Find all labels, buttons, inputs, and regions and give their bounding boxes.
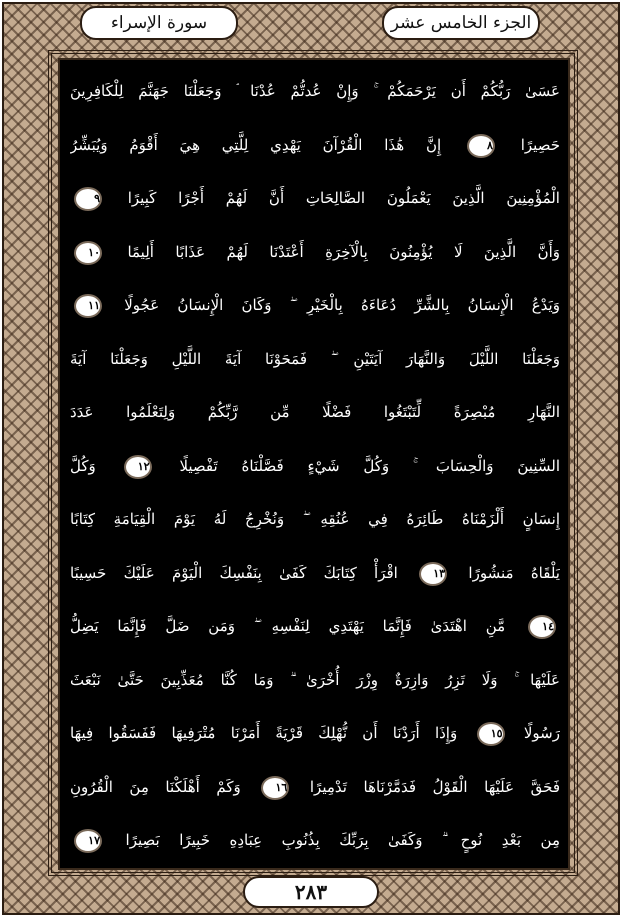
- verse-line: [70, 336, 560, 382]
- verse-line: [70, 764, 560, 810]
- ayah-number-marker: ١٠: [74, 241, 102, 265]
- verse-line: [70, 443, 560, 489]
- ayah-number-marker: ١٣: [419, 562, 447, 586]
- ayah-number-marker: ١٢: [124, 455, 152, 479]
- juz-header: [382, 6, 540, 40]
- verse-line: [70, 389, 560, 435]
- surah-header: [80, 6, 238, 40]
- verse-text: عَسَىٰ رَبُّكُمْ أَن يَرْحَمَكُمْ ۚ وَإِنْ عُدتُّمْ عُدْنَا ۘ وَجَعَلْنَا جَهَنَّمَ لِلْكَافِرِينَ: [70, 82, 560, 100]
- verse-text: النَّهَارِ مُبْصِرَةً لِّتَبْتَغُوا فَضْلًا مِّن رَّبِّكُمْ وَلِتَعْلَمُوا عَدَدَ: [70, 403, 560, 421]
- verse-line: [70, 496, 560, 542]
- verse-text: إِنسَانٍ أَلْزَمْنَاهُ طَائِرَهُ فِي عُنُقِهِ ۖ وَنُخْرِجُ لَهُ يَوْمَ الْقِيَامَةِ كِتَابًا: [70, 510, 560, 528]
- verse-line: [70, 657, 560, 703]
- surah-label: سورة الإسراء: [110, 13, 208, 33]
- verse-text: عَلَيْهَا ۚ وَلَا تَزِرُ وَازِرَةٌ وِزْرَ أُخْرَىٰ ۗ وَمَا كُنَّا مُعَذِّبِينَ حَتَّىٰ نَبْعَثَ: [70, 670, 560, 689]
- verse-line: [70, 710, 560, 756]
- verse-line: [70, 229, 560, 275]
- verse-text: يَلْقَاهُ مَنشُورًا: [468, 563, 560, 582]
- verse-line: [70, 550, 560, 596]
- verse-text: وَيَدْعُ الْإِنسَانُ بِالشَّرِّ دُعَاءَهُ بِالْخَيْرِ ۖ وَكَانَ الْإِنسَانُ عَجُولًا: [124, 296, 560, 314]
- page-number-tab: [243, 876, 379, 908]
- ayah-number-marker: ١٤: [528, 615, 556, 639]
- verse-line: [70, 68, 560, 114]
- page-number: ٢٨٣: [294, 880, 328, 904]
- verse-text: اقْرَأْ كِتَابَكَ كَفَىٰ بِنَفْسِكَ الْيَوْمَ عَلَيْكَ حَسِيبًا: [70, 563, 398, 582]
- verse-text: وَإِذَا أَرَدْنَا أَن نُّهْلِكَ قَرْيَةً أَمَرْنَا مُتْرَفِيهَا فَفَسَقُوا فِيهَا: [70, 724, 458, 742]
- verse-text: فَحَقَّ عَلَيْهَا الْقَوْلُ فَدَمَّرْنَاهَا تَدْمِيرًا: [309, 777, 560, 796]
- verse-text: السِّنِينَ وَالْحِسَابَ ۚ وَكُلَّ شَيْءٍ فَصَّلْنَاهُ تَفْصِيلًا: [179, 456, 560, 475]
- verse-line: [70, 603, 560, 649]
- verse-text: وَجَعَلْنَا اللَّيْلَ وَالنَّهَارَ آيَتَيْنِ ۖ فَمَحَوْنَا آيَةَ اللَّيْلِ وَجَعَلْنَا آيَةَ: [70, 349, 560, 368]
- verse-text: مِن بَعْدِ نُوحٍ ۗ وَكَفَىٰ بِرَبِّكَ بِذُنُوبِ عِبَادِهِ خَبِيرًا بَصِيرًا: [125, 831, 560, 849]
- verse-text: رَسُولًا: [523, 724, 560, 742]
- verse-text: وَأَنَّ الَّذِينَ لَا يُؤْمِنُونَ بِالْآخِرَةِ أَعْتَدْنَا لَهُمْ عَذَابًا أَلِيمًا: [127, 242, 560, 261]
- verse-text: وَكَمْ أَهْلَكْنَا مِنَ الْقُرُونِ: [70, 777, 241, 796]
- verse-line: [70, 817, 560, 863]
- ayah-number-marker: ١٦: [261, 776, 289, 800]
- quran-text-panel: [58, 58, 570, 870]
- verse-line: [70, 175, 560, 221]
- verse-line: [70, 282, 560, 328]
- ayah-number-marker: ١٧: [74, 829, 102, 853]
- verse-text: حَصِيرًا: [520, 135, 560, 154]
- ayah-number-marker: ١١: [74, 294, 102, 318]
- verse-text: مَّنِ اهْتَدَىٰ فَإِنَّمَا يَهْتَدِي لِنَفْسِهِ ۖ وَمَن ضَلَّ فَإِنَّمَا يَضِلُّ: [70, 617, 506, 635]
- juz-label: الجزء الخامس عشر: [390, 13, 532, 33]
- verse-text: وَكُلَّ: [70, 456, 96, 475]
- ayah-number-marker: ١٥: [477, 722, 505, 746]
- verse-text: إِنَّ هَٰذَا الْقُرْآنَ يَهْدِي لِلَّتِي هِيَ أَقْوَمُ وَيُبَشِّرُ: [70, 135, 442, 154]
- verse-text: الْمُؤْمِنِينَ الَّذِينَ يَعْمَلُونَ الصَّالِحَاتِ أَنَّ لَهُمْ أَجْرًا كَبِيرًا: [127, 189, 560, 207]
- ayah-number-marker: ٨: [467, 134, 495, 158]
- ayah-number-marker: ٩: [74, 187, 102, 211]
- verse-line: [70, 122, 560, 168]
